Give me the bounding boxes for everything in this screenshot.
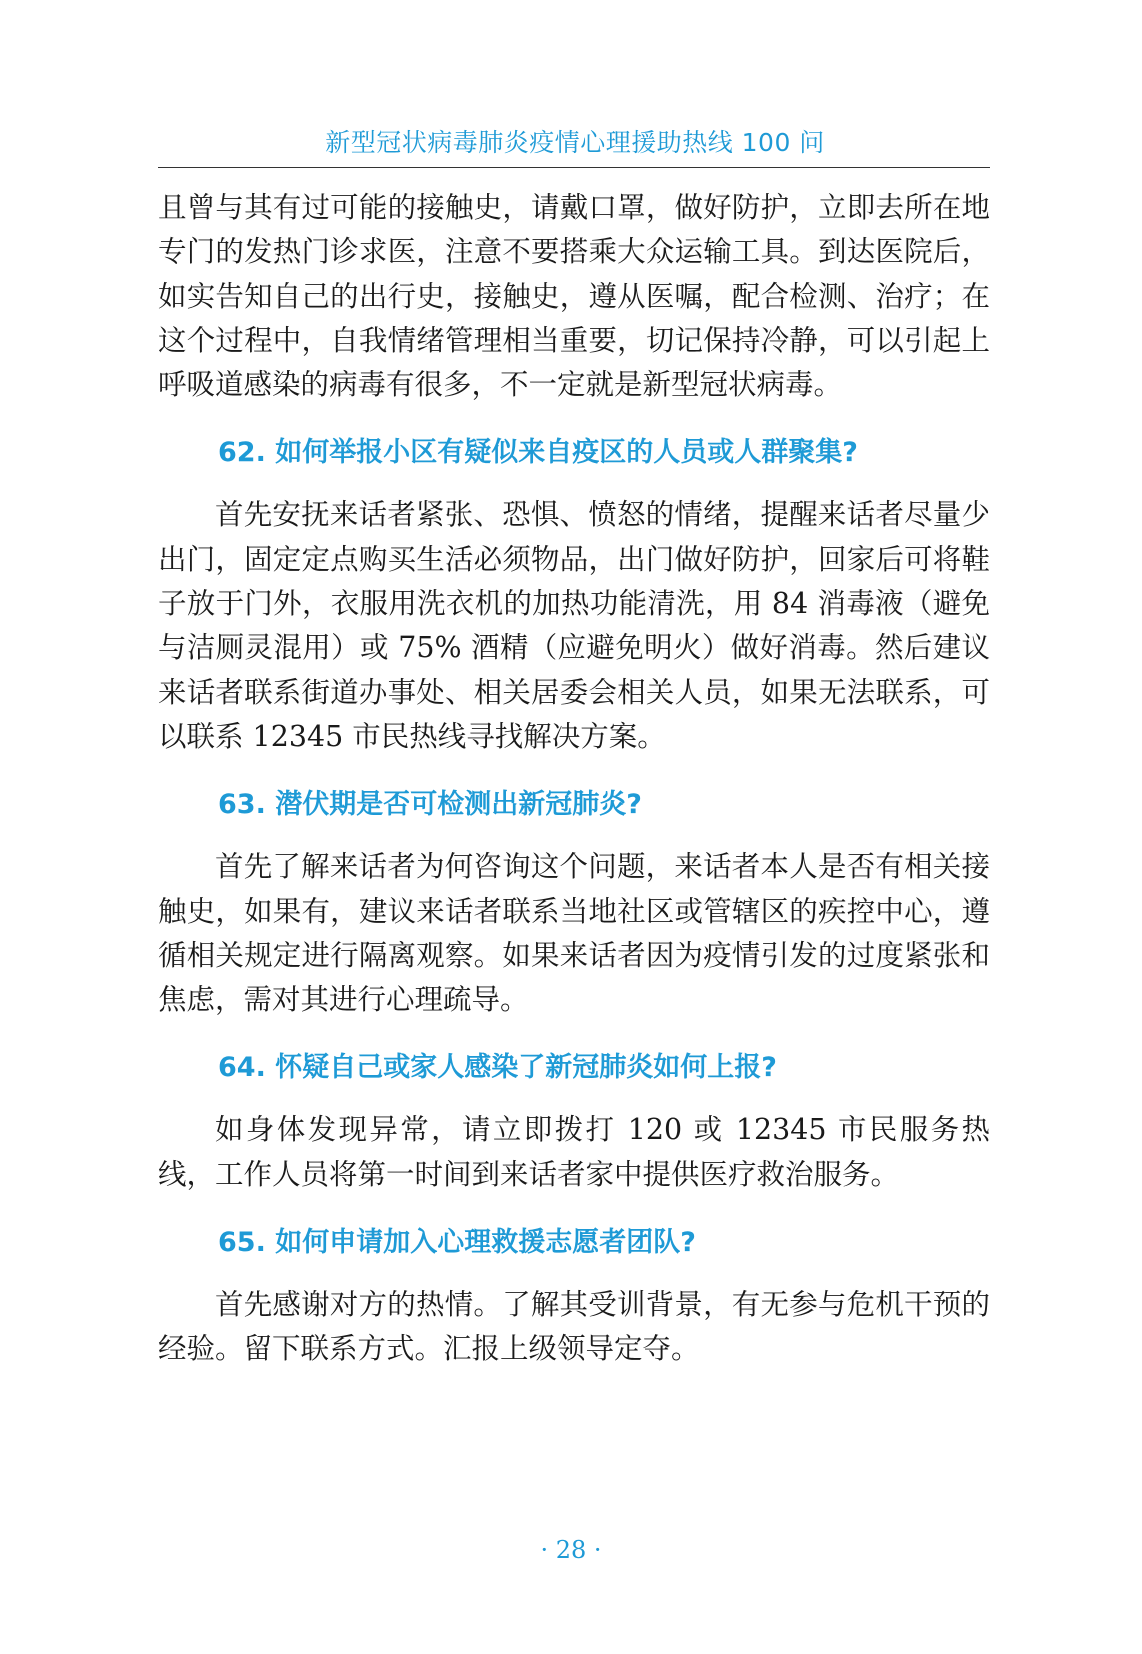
question-64-heading: 64. 怀疑自己或家人感染了新冠肺炎如何上报? (218, 1052, 777, 1084)
page-number: · 28 · (540, 1536, 602, 1564)
question-63-answer: 首先了解来话者为何咨询这个问题，来话者本人是否有相关接触史，如果有，建议来话者联系当地社区或管辖区的疾控中心，遵循相关规定进行隔离观察。如果来话者因为疫情引发的过度紧张和焦虑，需对其进行心理疏导。 (158, 850, 990, 1017)
question-64-answer: 如身体发现异常，请立即拨打 120 或 12345 市民服务热线，工作人员将第一时间到来话者家中提供医疗救治服务。 (158, 1113, 990, 1191)
question-65-heading: 65. 如何申请加入心理救援志愿者团队? (218, 1227, 696, 1259)
question-65-answer: 首先感谢对方的热情。了解其受训背景，有无参与危机干预的经验。留下联系方式。汇报上级领导定夺。 (158, 1288, 990, 1366)
page-content (158, 186, 990, 1372)
header-divider (158, 167, 990, 168)
question-62-answer: 首先安抚来话者紧张、恐惧、愤怒的情绪，提醒来话者尽量少出门，固定定点购买生活必须物品，出门做好防护，回家后可将鞋子放于门外，衣服用洗衣机的加热功能清洗，用 84 消毒液（避免与洁厕灵混用）或 75% 酒精（应避免明火）做好消毒。然后建议来话者联系街道办事处、相关居委会相关人员，如果无法联系，可以联系 12345 市民热线寻找解决方案。 (158, 498, 990, 753)
question-62-heading: 62. 如何举报小区有疑似来自疫区的人员或人群聚集? (218, 437, 858, 469)
intro-paragraph: 且曾与其有过可能的接触史，请戴口罩，做好防护，立即去所在地专门的发热门诊求医，注意不要搭乘大众运输工具。到达医院后，如实告知自己的出行史，接触史，遵从医嘱，配合检测、治疗；在这个过程中，自我情绪管理相当重要，切记保持冷静，可以引起上呼吸道感染的病毒有很多，不一定就是新型冠状病毒。 (158, 191, 990, 402)
running-header: 新型冠状病毒肺炎疫情心理援助热线 100 问 (325, 128, 825, 157)
question-63-heading: 63. 潜伏期是否可检测出新冠肺炎? (218, 789, 642, 821)
